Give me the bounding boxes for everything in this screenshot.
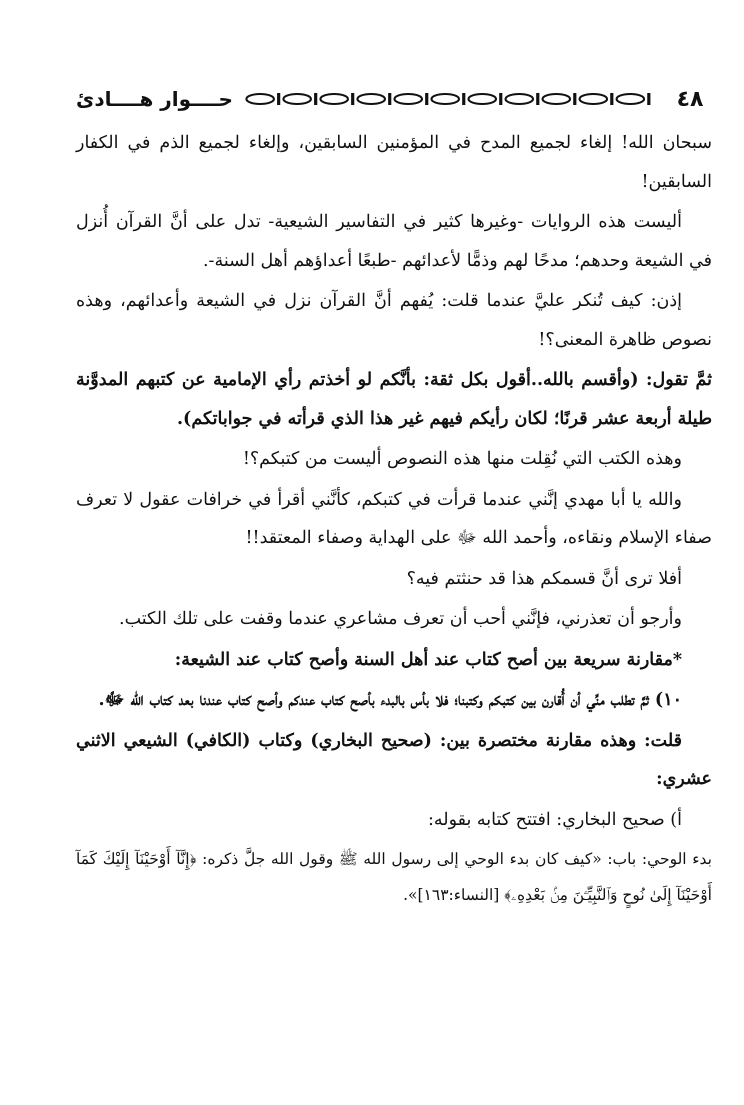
- paragraph: إذن: كيف تُنكر عليَّ عندما قلت: يُفهم أنَّ القرآن نزل في الشيعة وأعدائهم، وهذه نصوص ظاهرة المعنى؟!: [76, 291, 712, 350]
- page-number: ٤٨: [676, 86, 704, 112]
- paragraph: أ) صحيح البخاري: افتتح كتابه بقوله:: [427, 809, 682, 830]
- section-heading: *مقارنة سريعة بين أصح كتاب عند أهل السنة وأصح كتاب عند الشيعة:: [174, 649, 682, 670]
- page-header: [76, 84, 712, 114]
- paragraph: وهذه الكتب التي نُقِلت منها هذه النصوص أليست من كتبكم؟!: [242, 449, 682, 469]
- paragraph-bold: قلت: وهذه مقارنة مختصرة بين: (صحيح البخاري) وكتاب (الكافي) الشيعي الاثني عشري:: [76, 730, 712, 789]
- quote-paragraph: بدء الوحي: باب: «كيف كان بدء الوحي إلى رسول الله ﷺ وقول الله جلَّ ذكره: ﴿إِنَّآ أَوْحَيْنَآ إِلَيْكَ كَمَآ أَوْحَيْنَآ إِلَىٰ نُوحٍ وَٱلنَّبِيِّـۧنَ مِنۢ بَعْدِهِۦ﴾ [النساء:١٦٣]».: [76, 850, 712, 904]
- paragraph: أليست هذه الروايات -وغيرها كثير في التفاسير الشيعية- تدل على أنَّ القرآن أُنزل في الشيعة وحدهم؛ مدحًا لهم وذمًّا لأعدائهم -طبعًا أعداؤهم أهل السنة-.: [76, 212, 712, 271]
- header-ornament-icon: [239, 89, 662, 109]
- paragraph: والله يا أبا مهدي إنَّني عندما قرأت في كتبكم، كأنَّني أقرأ في خرافات عقول لا تعرف صفاء الإسلام ونقاءه، وأحمد الله ﷻ على الهداية وصفاء المعتقد!!: [76, 489, 712, 548]
- paragraph: أفلا ترى أنَّ قسمكم هذا قد حنثتم فيه؟: [406, 568, 682, 589]
- page-body: [76, 124, 712, 915]
- paragraph: سبحان الله! إلغاء لجميع المدح في المؤمنين السابقين، وإلغاء لجميع الذم في الكفار السابقين!: [76, 133, 712, 192]
- running-title: حــــوار هــــادئ: [76, 87, 233, 111]
- paragraph-bold: ١٠) ثمَّ تطلب منِّي أن أُقارن بين كتبكم وكتبنا؛ فلا بأس بالبدء بأصح كتاب عندكم وأصح كتاب عندنا بعد كتاب الله ﷻ.: [98, 690, 682, 710]
- paragraph: وأرجو أن تعذرني، فإنَّني أحب أن تعرف مشاعري عندما وقفت على تلك الكتب.: [119, 609, 682, 629]
- paragraph-bold: ثمَّ تقول: (وأقسم بالله..أقول بكل ثقة: بأنَّكم لو أخذتم رأي الإمامية عن كتبهم المدوَّنة طيلة أربعة عشر قرنًا؛ لكان رأيكم فيهم غير هذا الذي قرأته في جواباتكم).: [76, 370, 712, 429]
